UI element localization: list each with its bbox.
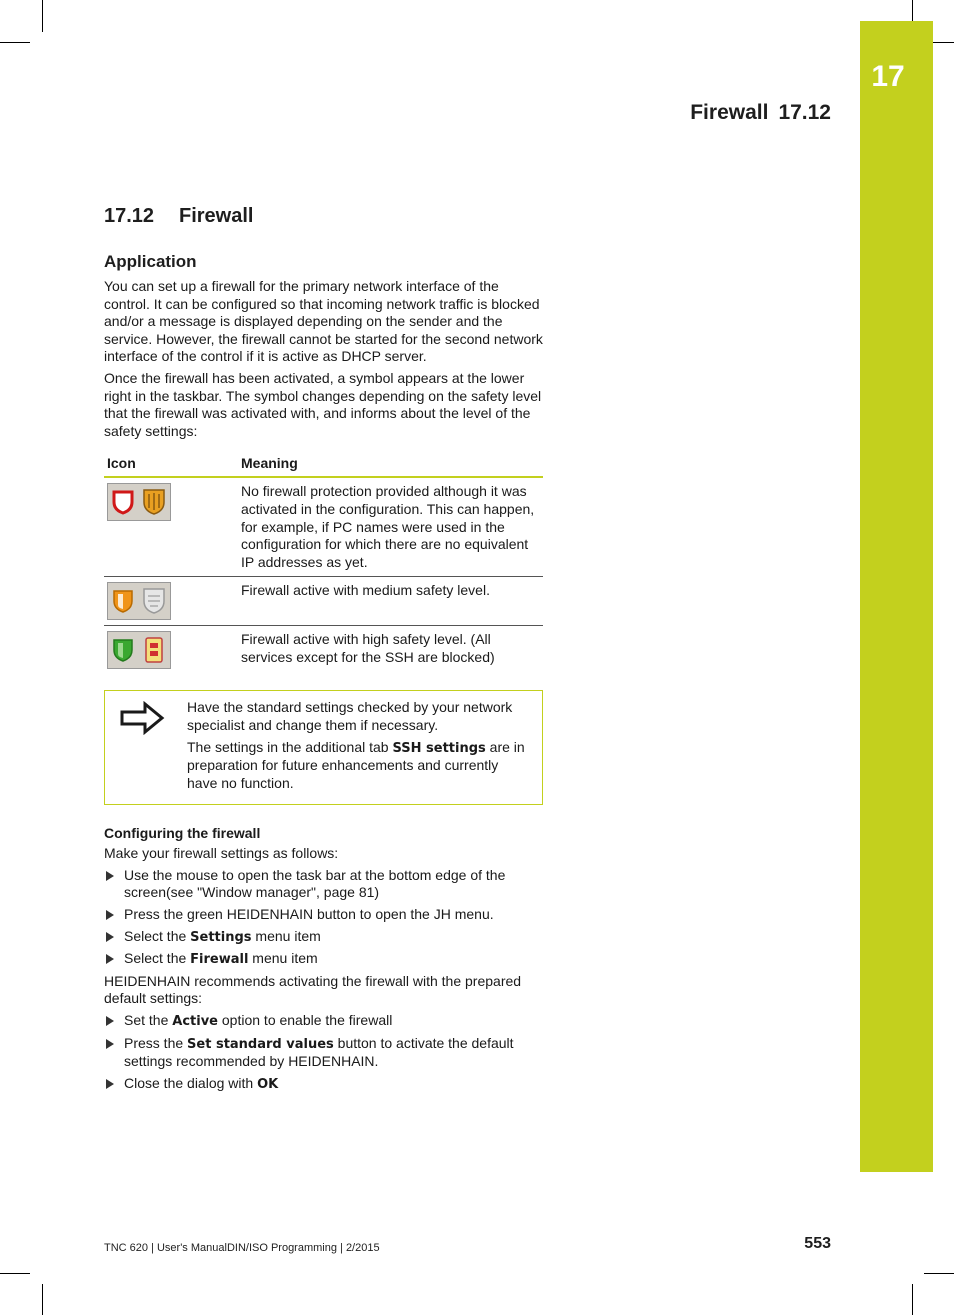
firewall-medium-icon bbox=[107, 582, 171, 620]
steps-list-2 bbox=[104, 1012, 544, 1093]
list-item bbox=[104, 928, 544, 947]
main-content bbox=[104, 205, 544, 1097]
chapter-number: 17 bbox=[871, 60, 905, 93]
note-text bbox=[187, 691, 542, 804]
list-item bbox=[104, 906, 544, 924]
crop-mark bbox=[0, 42, 30, 43]
note-line-2-post: are in preparation for future enhancements and currently have no function. bbox=[187, 738, 525, 791]
crop-mark bbox=[912, 1284, 913, 1315]
footer-text: TNC 620 | User's ManualDIN/ISO Programming | 2/2015 bbox=[104, 1242, 380, 1254]
running-head-title: Firewall bbox=[690, 101, 769, 124]
table-row bbox=[104, 626, 543, 675]
crop-mark bbox=[912, 0, 913, 22]
note-icon-area bbox=[105, 691, 187, 804]
application-para-1: You can set up a firewall for the primary network interface of the control. It can be configured so that incoming network traffic is blocked and/or a message is displayed depending on the sender and the service. However, the firewall cannot be started for the second network interface of the control if it is active as DHCP server. bbox=[104, 278, 543, 365]
note-line-2 bbox=[187, 739, 532, 793]
crop-mark bbox=[42, 0, 43, 32]
recommend-text: HEIDENHAIN recommends activating the firewall with the prepared default settings: bbox=[104, 972, 522, 1007]
note-line-2-pre: The settings in the additional tab bbox=[187, 738, 393, 755]
bullet-triangle-icon bbox=[106, 910, 114, 920]
step-text: Set the bbox=[124, 1012, 173, 1029]
ui-term-ok: OK bbox=[257, 1076, 279, 1092]
table-cell-meaning: Firewall active with medium safety level. bbox=[238, 577, 543, 626]
note-box bbox=[104, 690, 543, 805]
bullet-triangle-icon bbox=[106, 1079, 114, 1089]
step-text: button to activate the default settings recommended by HEIDENHAIN. bbox=[124, 1034, 514, 1070]
list-item bbox=[104, 1075, 544, 1094]
ui-term-active: Active bbox=[172, 1014, 218, 1030]
bullet-triangle-icon bbox=[106, 1039, 114, 1049]
table-row bbox=[104, 477, 543, 576]
step-text: option to enable the firewall bbox=[218, 1012, 393, 1029]
col-header-icon: Icon bbox=[104, 450, 238, 477]
list-item bbox=[104, 950, 544, 969]
step-text: Press the bbox=[124, 1034, 188, 1051]
chapter-tab bbox=[860, 21, 933, 1172]
table-cell-meaning: Firewall active with high safety level. (All services except for the SSH are blocked) bbox=[241, 631, 495, 665]
ui-term-set-standard-values: Set standard values bbox=[187, 1036, 334, 1052]
ui-term-ssh-settings: SSH settings bbox=[392, 740, 486, 756]
step-text: Use the mouse to open the task bar at the bottom edge of the screen(see "Window manager", page 81) bbox=[124, 866, 506, 901]
running-head-section: 17.12 bbox=[778, 101, 831, 124]
crop-mark bbox=[0, 1273, 30, 1274]
step-text: menu item bbox=[251, 927, 321, 944]
firewall-none-icon bbox=[107, 483, 171, 521]
bullet-triangle-icon bbox=[106, 932, 114, 942]
table-cell-meaning: No firewall protection provided although it was activated in the configuration. This can happen, for example, if PC names were used in the configuration for which there are no equivalent IP addresses as yet. bbox=[238, 477, 543, 576]
crop-mark bbox=[42, 1284, 43, 1315]
configuring-heading: Configuring the firewall bbox=[104, 825, 261, 842]
step-text: Select the bbox=[124, 950, 191, 967]
table-row bbox=[104, 577, 543, 626]
section-heading bbox=[104, 205, 544, 228]
application-para-2: Once the firewall has been activated, a symbol appears at the lower right in the taskbar. The symbol changes depending on the safety level that the firewall was activated with, and informs about the level of the safety settings: bbox=[104, 369, 542, 439]
bullet-triangle-icon bbox=[106, 871, 114, 881]
configuring-intro: Make your firewall settings as follows: bbox=[104, 845, 339, 862]
application-heading: Application bbox=[104, 252, 197, 271]
ui-term-firewall: Firewall bbox=[190, 952, 249, 968]
step-text: Select the bbox=[124, 927, 191, 944]
bullet-triangle-icon bbox=[106, 1016, 114, 1026]
arrow-right-icon bbox=[119, 701, 165, 735]
list-item bbox=[104, 1012, 544, 1031]
ui-term-settings: Settings bbox=[190, 929, 252, 945]
note-line-1: Have the standard settings checked by your network specialist and change them if necessary. bbox=[187, 699, 513, 733]
crop-mark bbox=[924, 1273, 954, 1274]
section-title: Firewall bbox=[179, 205, 254, 227]
step-text: Press the green HEIDENHAIN button to open the JH menu. bbox=[124, 906, 494, 923]
step-text: menu item bbox=[248, 950, 318, 967]
steps-list-1 bbox=[104, 867, 544, 969]
step-text: Close the dialog with bbox=[124, 1074, 258, 1091]
firewall-high-icon bbox=[107, 631, 171, 669]
page-number: 553 bbox=[804, 1235, 831, 1252]
section-number: 17.12 bbox=[104, 205, 155, 227]
col-header-meaning: Meaning bbox=[238, 450, 543, 477]
icon-table bbox=[104, 450, 543, 674]
running-head bbox=[690, 101, 831, 125]
bullet-triangle-icon bbox=[106, 954, 114, 964]
list-item bbox=[104, 867, 544, 902]
list-item bbox=[104, 1035, 544, 1071]
